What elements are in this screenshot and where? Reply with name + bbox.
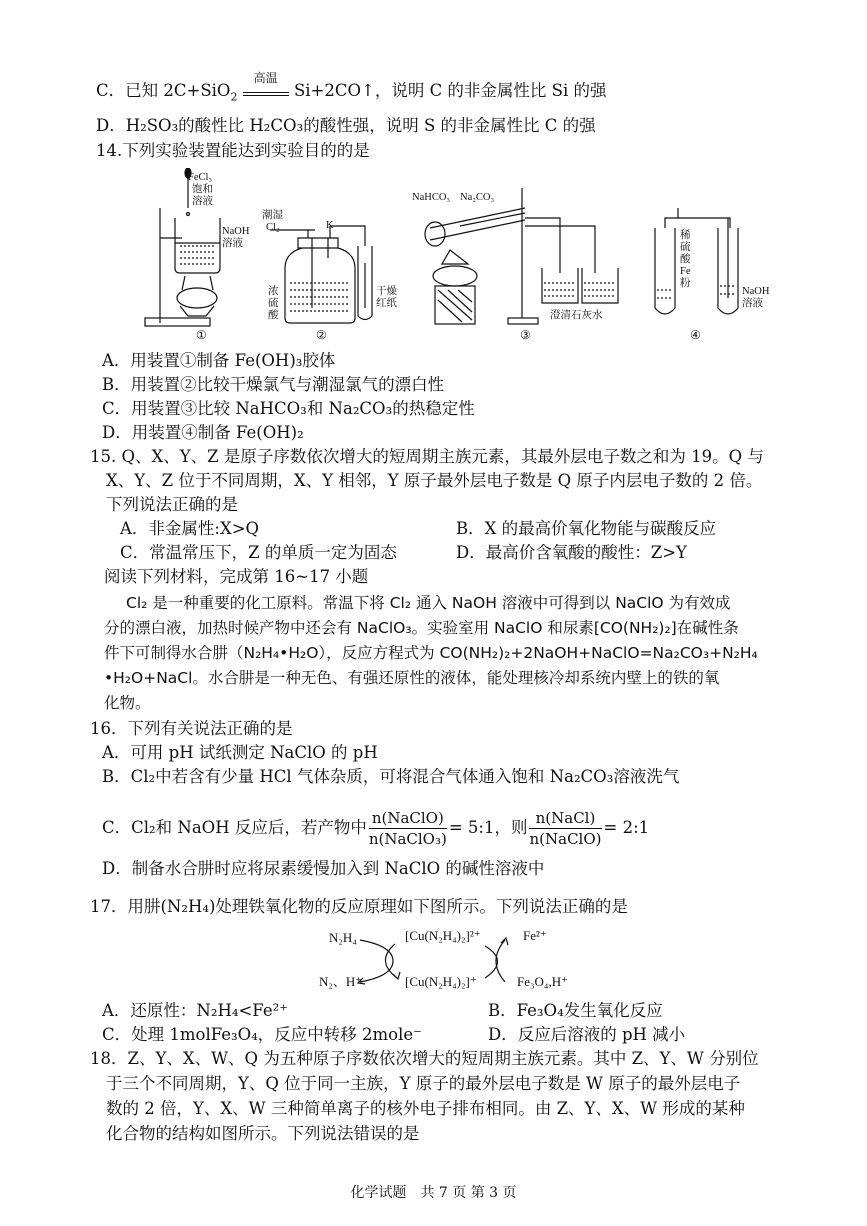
q18-stem-3: 数的 2 倍，Y、X、W 三种简单离子的核外电子排布相同。由 Z、Y、X、W 形成的某种 <box>106 1099 745 1118</box>
nahco3-label: NaHCO₃ <box>412 192 451 203</box>
q15-option-a: A．非金属性:X>Q <box>120 519 260 538</box>
material-intro: 阅读下列材料，完成第 16~17 小题 <box>104 567 369 586</box>
conc-label: 浓 <box>268 286 279 297</box>
fe3o4-label: Fe₃O₄,H⁺ <box>517 974 568 989</box>
q14-option-b: B．用装置②比较干燥氯气与潮湿氯气的漂白性 <box>102 375 445 394</box>
dilute-label: 稀 <box>680 230 691 241</box>
material-p1: Cl₂ 是一种重要的化工原料。常温下将 Cl₂ 通入 NaOH 溶液中可得到以 NaClO 为有效成 <box>126 594 731 612</box>
limewater-label: 澄清石灰水 <box>550 310 603 321</box>
q13-option-c-post: Si+2CO↑，说明 C 的非金属性比 Si 的强 <box>293 81 607 100</box>
q14-option-a: A．用装置①制备 Fe(OH)₃胶体 <box>102 351 336 370</box>
fraction-1-denominator: n(NaClO₃) <box>368 830 447 848</box>
naoh-label-4: NaOH <box>742 286 770 297</box>
n2h4-label: N₂H₄ <box>329 930 357 945</box>
powder-label: 粉 <box>680 278 691 289</box>
material-p3: 件下可制得水合肼（N₂H₄•H₂O），反应方程式为 CO(NH₂)₂+2NaOH+NaClO=Na₂CO₃+N₂H₄ <box>104 644 758 662</box>
q16-option-c-post: = 2:1 <box>603 818 650 837</box>
q17-option-d: D．反应后溶液的 pH 减小 <box>488 1025 686 1044</box>
fecl3-label: FeCl₃ <box>188 172 213 183</box>
q15-option-d: D．最高价含氧酸的酸性：Z>Y <box>456 543 687 562</box>
page-footer: 化学试题 共 7 页 第 3 页 <box>350 1185 517 1201</box>
sulfuric-label-4: 硫 <box>680 242 691 253</box>
solution-label-2: 溶液 <box>222 238 243 249</box>
acid-label: 酸 <box>268 310 279 321</box>
material-p4: •H₂O+NaCl。水合肼是一种无色、有强还原性的液体，能处理核冷却系统内壁上的铁的氧 <box>104 669 720 687</box>
q17-option-b: B．Fe₃O₄发生氧化反应 <box>488 1001 663 1020</box>
q17-option-c: C．处理 1molFe₃O₄，反应中转移 2mole⁻ <box>102 1025 422 1044</box>
solution-label-1: 溶液 <box>192 196 213 207</box>
q18-stem-4: 化合物的结构如图所示。下列说法错误的是 <box>106 1124 420 1143</box>
q14-apparatus-figure <box>130 168 770 348</box>
naoh-label-1: NaOH <box>222 226 250 237</box>
q13-option-c-pre: C．已知 2C+SiO <box>96 81 231 100</box>
q13-option-c: C．已知 2C+SiO$_2$ 高温 Si+2CO↑，说明 C 的非金属性比 Si 的强 <box>96 71 607 104</box>
q16-option-b: B．Cl₂中若含有少量 HCl 气体杂质，可将混合气体通入饱和 Na₂CO₃溶液洗气 <box>102 767 680 786</box>
q14-option-c: C．用装置③比较 NaHCO₃和 Na₂CO₃的热稳定性 <box>102 399 475 418</box>
q17-stem: 17．用肼(N₂H₄)处理铁氧化物的反应原理如下图所示。下列说法正确的是 <box>90 897 628 916</box>
q15-option-b: B．X 的最高价氧化物能与碳酸反应 <box>456 519 717 538</box>
q15-option-c: C．常温常压下，Z 的单质一定为固态 <box>120 543 397 562</box>
caption-2: ② <box>316 328 327 342</box>
q16-option-c-mid: = 5:1，则 <box>448 818 528 837</box>
caption-4: ④ <box>690 328 701 342</box>
fraction-2-denominator: n(NaClO) <box>529 830 602 848</box>
ratio-fraction-2 <box>529 808 601 849</box>
q15-stem-3: 下列说法正确的是 <box>106 495 238 514</box>
reaction-condition <box>243 71 289 96</box>
q14-stem: 14.下列实验装置能达到实验目的的是 <box>96 141 370 160</box>
material-p2: 分的漂白液，加热时候产物中还会有 NaClO₃。实验室用 NaClO 和尿素[CO(NH₂)₂]在碱性条 <box>104 619 739 637</box>
n2-h-label: N₂、H⁺ <box>319 974 363 989</box>
cu-complex-plus-label: [Cu(N₂H₄)₂]⁺ <box>405 974 477 989</box>
q18-stem-2: 于三个不同周期，Y、Q 位于同一主族，Y 原子的最外层电子数是 W 原子的最外层电子 <box>106 1074 741 1093</box>
dry-label: 干燥 <box>376 286 397 297</box>
moist-label: 潮湿 <box>262 210 283 221</box>
q13-option-d: D．H₂SO₃的酸性比 H₂CO₃的酸性强，说明 S 的非金属性比 C 的强 <box>96 116 596 135</box>
q16-option-a: A．可用 pH 试纸测定 NaClO 的 pH <box>102 743 378 762</box>
acid-label-4: 酸 <box>680 254 691 265</box>
valve-k-label: K <box>326 220 334 231</box>
q18-stem-1: 18．Z、Y、X、W、Q 为五种原子序数依次增大的短周期主族元素。其中 Z、Y、W 分别位 <box>90 1049 759 1068</box>
solution-label-4: 溶液 <box>742 298 763 309</box>
cl2-label: Cl₂ <box>266 222 280 233</box>
saturated-label: 饱和 <box>192 184 213 195</box>
red-paper-label: 红纸 <box>376 298 397 309</box>
ratio-fraction-1 <box>369 808 447 849</box>
q17-cycle-diagram <box>305 926 585 996</box>
q17-option-a: A．还原性：N₂H₄<Fe²⁺ <box>102 1001 288 1020</box>
caption-1: ① <box>196 328 207 342</box>
q14-option-d: D．用装置④制备 Fe(OH)₂ <box>102 423 304 442</box>
sulfuric-label: 硫 <box>268 298 279 309</box>
q16-option-c-pre: C．Cl₂和 NaOH 反应后，若产物中 <box>102 818 367 837</box>
na2co3-label: Na₂CO₃ <box>460 192 495 203</box>
fe-label: Fe <box>680 266 691 277</box>
condition-label: 高温 <box>253 71 278 85</box>
q15-stem-2: X、Y、Z 位于不同周期，X、Y 相邻，Y 原子最外层电子数是 Q 原子内层电子数的 2 倍。 <box>106 471 763 490</box>
q16-option-d: D．制备水合肼时应将尿素缓慢加入到 NaClO 的碱性溶液中 <box>102 859 545 878</box>
fe2plus-label: Fe²⁺ <box>523 928 547 943</box>
cu-complex-2plus-label: [Cu(N₂H₄)₂]²⁺ <box>405 928 481 943</box>
caption-3: ③ <box>520 328 531 342</box>
q16-option-c <box>102 806 649 850</box>
material-p5: 化物。 <box>104 694 151 712</box>
q15-stem-1: 15. Q、X、Y、Z 是原子序数依次增大的短周期主族元素，其最外层电子数之和为 19。Q 与 <box>90 447 764 466</box>
fraction-1-numerator: n(NaClO) <box>369 808 447 829</box>
q16-stem: 16．下列有关说法正确的是 <box>90 719 293 738</box>
fraction-2-numerator: n(NaCl) <box>529 808 601 829</box>
